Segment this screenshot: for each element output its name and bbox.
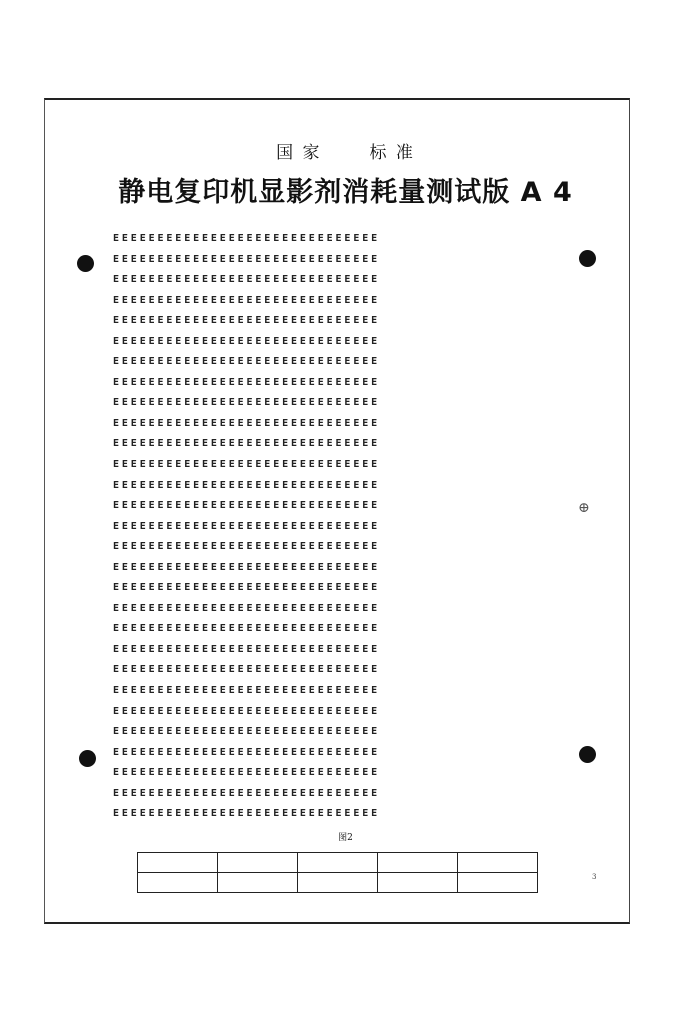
pattern-row: EEEEEEEEEEEEEEEEEEEEEEEEEEEEEE — [113, 253, 381, 265]
table-cell — [138, 853, 218, 873]
pattern-row: EEEEEEEEEEEEEEEEEEEEEEEEEEEEEE — [113, 233, 381, 244]
document-title: 静电复印机显影剂消耗量测试版 A 4 — [118, 177, 573, 208]
table-cell — [298, 873, 378, 893]
pattern-row: EEEEEEEEEEEEEEEEEEEEEEEEEEEEEE — [113, 726, 381, 738]
pattern-row: EEEEEEEEEEEEEEEEEEEEEEEEEEEEEE — [113, 746, 381, 758]
pattern-row: EEEEEEEEEEEEEEEEEEEEEEEEEEEEEE — [113, 705, 381, 717]
figure-label: 图2 — [338, 833, 353, 843]
pattern-row: EEEEEEEEEEEEEEEEEEEEEEEEEEEEEE — [113, 376, 381, 388]
table-cell — [378, 873, 458, 893]
pattern-row: EEEEEEEEEEEEEEEEEEEEEEEEEEEEEE — [113, 808, 381, 820]
pattern-row: EEEEEEEEEEEEEEEEEEEEEEEEEEEEEE — [113, 417, 381, 429]
pattern-row: EEEEEEEEEEEEEEEEEEEEEEEEEEEEEE — [113, 335, 381, 347]
scan-mark: ⊕ — [578, 500, 590, 516]
pattern-row: EEEEEEEEEEEEEEEEEEEEEEEEEEEEEE — [113, 561, 381, 573]
pattern-row: EEEEEEEEEEEEEEEEEEEEEEEEEEEEEE — [113, 356, 381, 368]
pattern-row: EEEEEEEEEEEEEEEEEEEEEEEEEEEEEE — [113, 685, 381, 697]
standard-header — [0, 138, 691, 163]
pattern-row: EEEEEEEEEEEEEEEEEEEEEEEEEEEEEE — [113, 438, 381, 450]
pattern-row: EEEEEEEEEEEEEEEEEEEEEEEEEEEEEE — [113, 582, 381, 594]
test-pattern-grid — [113, 229, 559, 825]
header-left: 国 家 — [276, 143, 322, 163]
table-cell — [458, 853, 538, 873]
page-number: 3 — [592, 873, 597, 881]
pattern-row: EEEEEEEEEEEEEEEEEEEEEEEEEEEEEE — [113, 664, 381, 676]
registration-dot-top-right — [579, 250, 596, 267]
table-cell — [458, 873, 538, 893]
pattern-row: EEEEEEEEEEEEEEEEEEEEEEEEEEEEEE — [113, 315, 381, 327]
pattern-row: EEEEEEEEEEEEEEEEEEEEEEEEEEEEEE — [113, 520, 381, 532]
table-cell — [218, 873, 298, 893]
table-cell — [378, 853, 458, 873]
header-right: 标 准 — [369, 143, 415, 163]
pattern-row: EEEEEEEEEEEEEEEEEEEEEEEEEEEEEE — [113, 274, 381, 286]
registration-dot-top-left — [77, 255, 94, 272]
registration-dot-bottom-right — [579, 746, 596, 763]
pattern-row: EEEEEEEEEEEEEEEEEEEEEEEEEEEEEE — [113, 767, 381, 779]
pattern-row: EEEEEEEEEEEEEEEEEEEEEEEEEEEEEE — [113, 500, 381, 512]
registration-dot-bottom-left — [79, 750, 96, 767]
pattern-row: EEEEEEEEEEEEEEEEEEEEEEEEEEEEEE — [113, 787, 381, 799]
data-table — [137, 852, 538, 893]
table-cell — [298, 853, 378, 873]
pattern-row: EEEEEEEEEEEEEEEEEEEEEEEEEEEEEE — [113, 294, 381, 306]
pattern-row: EEEEEEEEEEEEEEEEEEEEEEEEEEEEEE — [113, 397, 381, 409]
pattern-row: EEEEEEEEEEEEEEEEEEEEEEEEEEEEEE — [113, 459, 381, 471]
pattern-row: EEEEEEEEEEEEEEEEEEEEEEEEEEEEEE — [113, 541, 381, 553]
pattern-row: EEEEEEEEEEEEEEEEEEEEEEEEEEEEEE — [113, 479, 381, 491]
table-cell — [138, 873, 218, 893]
pattern-row: EEEEEEEEEEEEEEEEEEEEEEEEEEEEEE — [113, 602, 381, 614]
pattern-row: EEEEEEEEEEEEEEEEEEEEEEEEEEEEEE — [113, 643, 381, 655]
pattern-row: EEEEEEEEEEEEEEEEEEEEEEEEEEEEEE — [113, 623, 381, 635]
table-cell — [218, 853, 298, 873]
